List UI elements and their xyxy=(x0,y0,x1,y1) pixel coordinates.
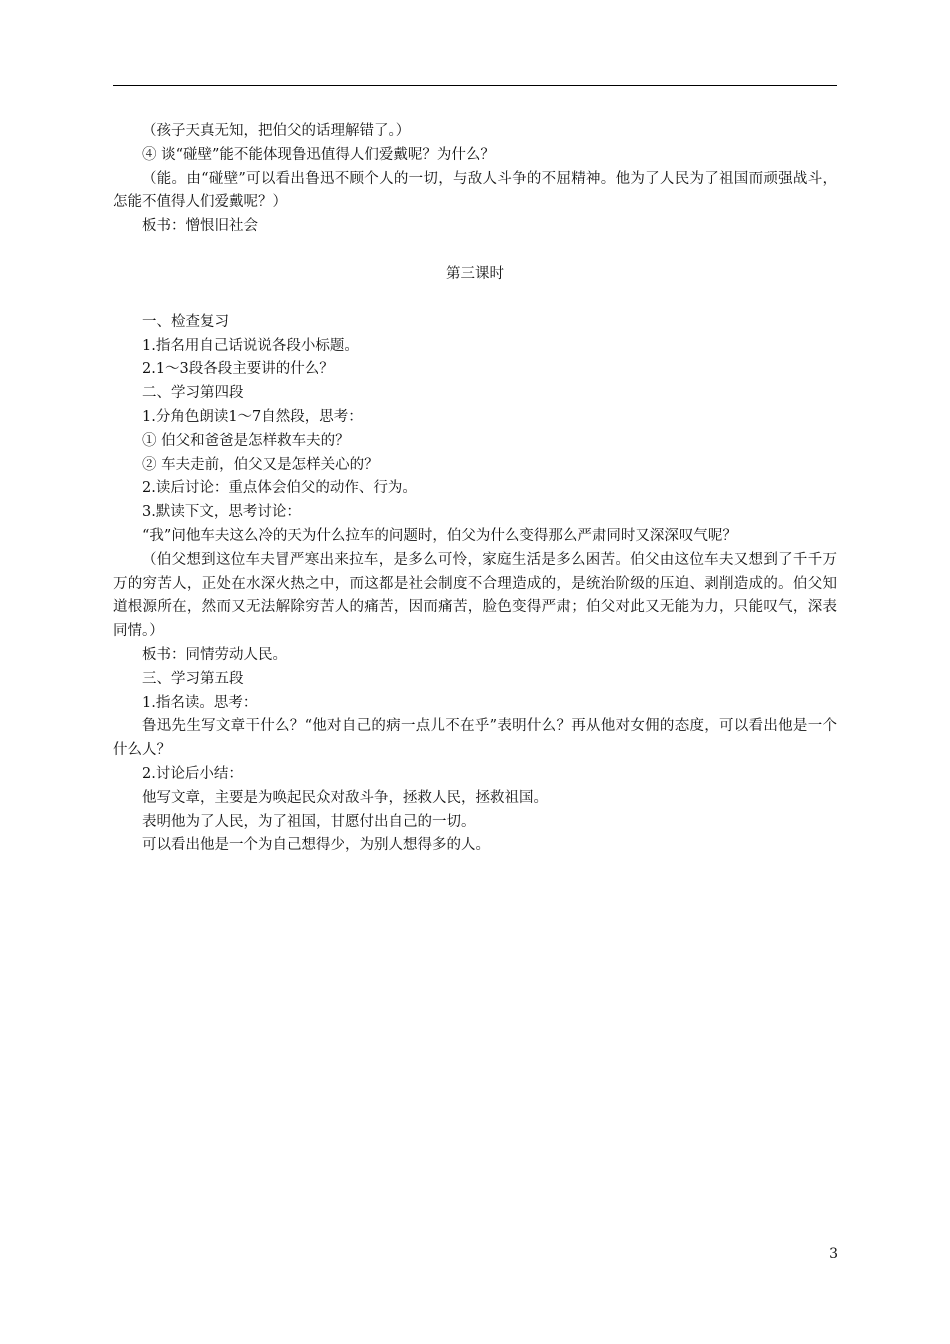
answer-paragraph: （伯父想到这位车夫冒严寒出来拉车，是多么可怜，家庭生活是多么困苦。伯父由这位车夫又想到了千千万万的穷苦人，正处在水深火热之中，而这都是社会制度不合理造成的，是统治阶级的压迫、剥削造成的。伯父知道根源所在，然而又无法解除穷苦人的痛苦，因而痛苦，脸色变得严肃；伯父对此又无能为力，只能叹气，深表同情。） xyxy=(113,551,837,640)
paragraph: 可以看出他是一个为自己想得少，为别人想得多的人。 xyxy=(142,837,490,854)
section-heading: 一、检查复习 xyxy=(142,313,229,330)
list-item: 1.指名用自己话说说各段小标题。 xyxy=(142,337,359,354)
list-item: 2.1～3段各段主要讲的什么？ xyxy=(142,361,334,378)
list-item: 2.读后讨论：重点体会伯父的动作、行为。 xyxy=(142,480,417,497)
question: 鲁迅先生写文章干什么？“他对自己的病一点儿不在乎”表明什么？再从他对女佣的态度，可以看出他是一个什么人？ xyxy=(113,718,837,759)
document-body xyxy=(113,120,837,858)
paragraph: 他写文章，主要是为唤起民众对敌斗争，拯救人民，拯救祖国。 xyxy=(142,789,548,806)
section-heading: 三、学习第五段 xyxy=(142,670,244,687)
list-item: 2.讨论后小结： xyxy=(142,765,243,782)
question: ① 伯父和爸爸是怎样救车夫的？ xyxy=(142,432,350,449)
question: ② 车夫走前，伯父又是怎样关心的？ xyxy=(142,456,379,473)
paragraph: 表明他为了人民，为了祖国，甘愿付出自己的一切。 xyxy=(142,813,476,830)
blackboard-note: 板书：同情劳动人民。 xyxy=(142,646,287,663)
question: ④ 谈“碰壁”能不能体现鲁迅值得人们爱戴呢？为什么？ xyxy=(142,146,495,163)
page-number: 3 xyxy=(829,1246,838,1262)
blackboard-note: 板书：憎恨旧社会 xyxy=(142,218,258,235)
question: “我”问他车夫这么冷的天为什么拉车的问题时，伯父为什么变得那么严肃同时又深深叹气呢？ xyxy=(142,527,737,544)
list-item: 1.指名读。思考： xyxy=(142,694,258,711)
answer-paragraph: （能。由“碰壁”可以看出鲁迅不顾个人的一切，与敌人斗争的不屈精神。他为了人民为了祖国而顽强战斗，怎能不值得人们爱戴呢？） xyxy=(113,170,837,211)
list-item: 1.分角色朗读1～7自然段，思考： xyxy=(142,408,363,425)
lesson-title: 第三课时 xyxy=(446,265,504,282)
section-heading: 二、学习第四段 xyxy=(142,385,244,402)
paragraph: （孩子天真无知，把伯父的话理解错了。） xyxy=(142,123,411,139)
list-item: 3.默读下文，思考讨论： xyxy=(142,504,301,521)
header-rule xyxy=(113,85,837,86)
